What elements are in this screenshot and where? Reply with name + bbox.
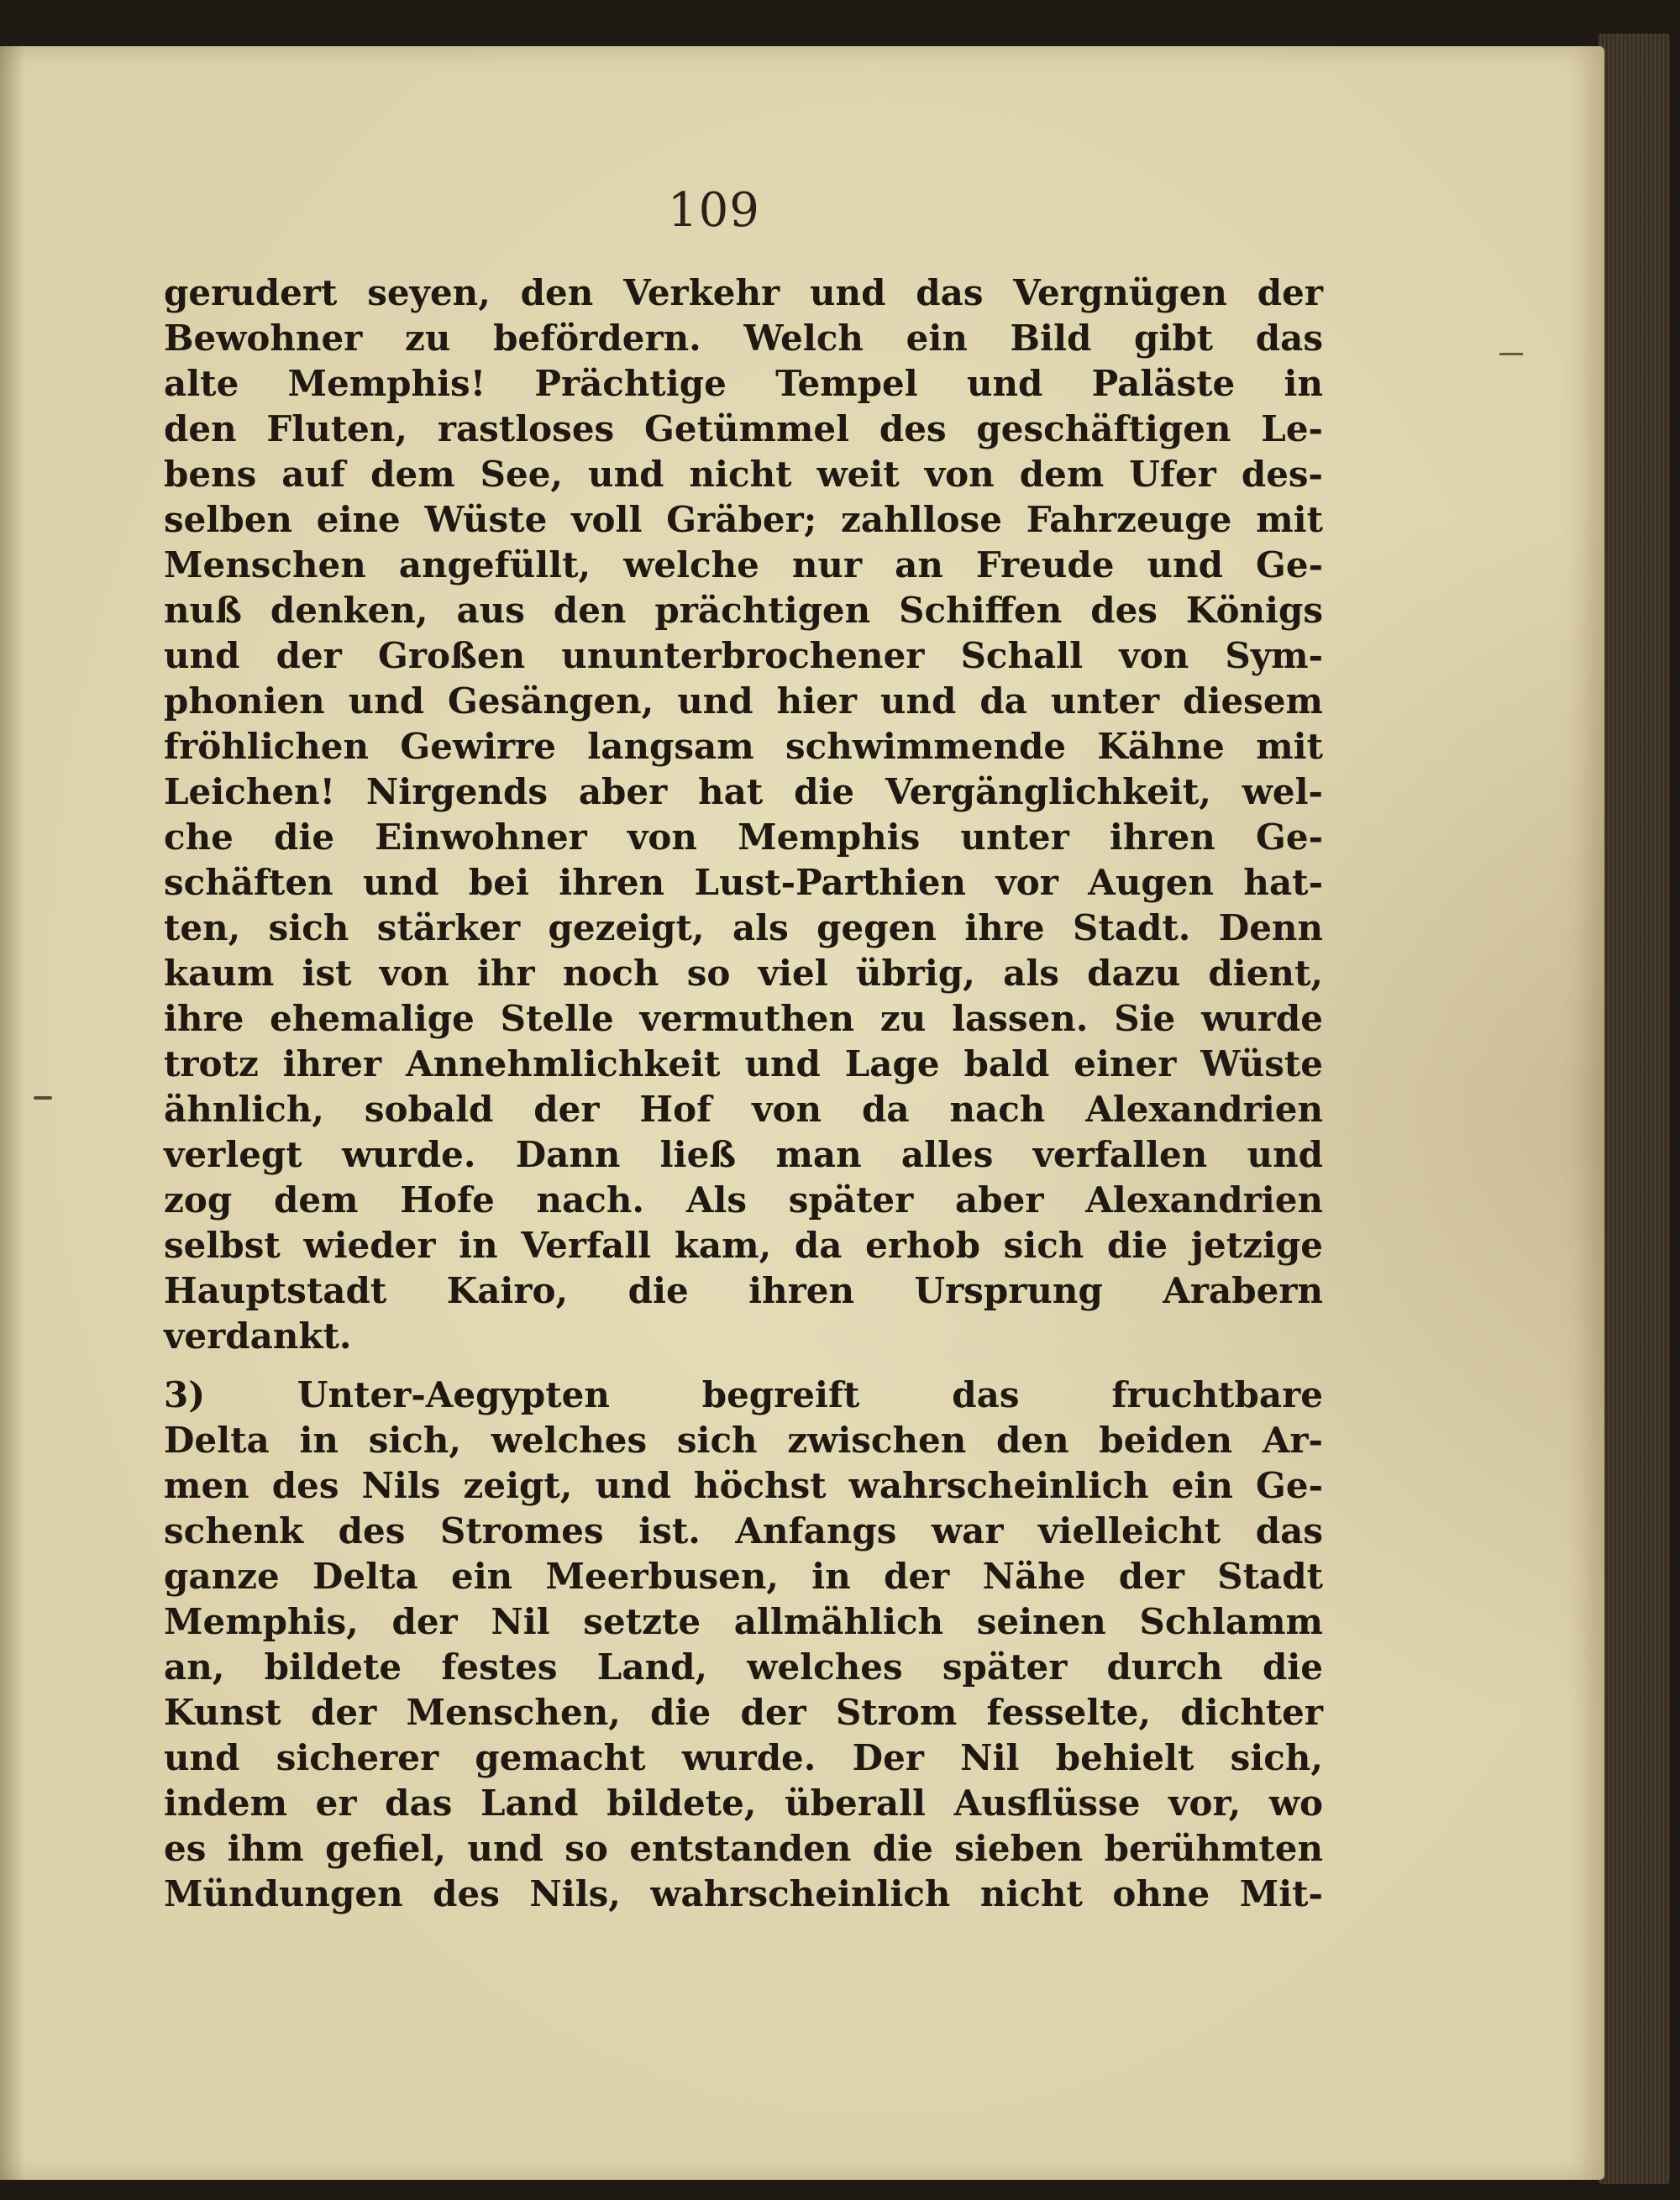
text-line: und sicherer gemacht wurde. Der Nil behielt sich, (164, 1737, 1323, 1778)
text-line: ihre ehemalige Stelle vermuthen zu lassen. Sie wurde (164, 998, 1323, 1039)
text-line: gerudert seyen, den Verkehr und das Vergnügen der (164, 272, 1323, 313)
paragraph (164, 1373, 1323, 1917)
margin-mark (34, 1096, 52, 1100)
text-line: indem er das Land bildete, überall Ausflüsse vor, wo (164, 1783, 1323, 1824)
text-line: ten, sich stärker gezeigt, als gegen ihre Stadt. Denn (164, 907, 1323, 948)
paragraph (164, 270, 1323, 1359)
page-number: 109 (668, 183, 760, 238)
text-line: schäften und bei ihren Lust-Parthien vor Augen hat- (164, 862, 1323, 903)
text-line: trotz ihrer Annehmlichkeit und Lage bald einer Wüste (164, 1043, 1323, 1084)
text-line: phonien und Gesängen, und hier und da unter diesem (164, 680, 1323, 722)
text-line: selben eine Wüste voll Gräber; zahllose Fahrzeuge mit (164, 499, 1323, 540)
text-line: Hauptstadt Kairo, die ihren Ursprung Arabern (164, 1270, 1323, 1311)
binding-shadow (0, 46, 25, 2180)
text-line: ganze Delta ein Meerbusen, in der Nähe der Stadt (164, 1556, 1323, 1597)
text-line: Mündungen des Nils, wahrscheinlich nicht ohne Mit- (164, 1873, 1323, 1914)
text-line: Menschen angefüllt, welche nur an Freude und Ge- (164, 544, 1323, 585)
text-line: kaum ist von ihr noch so viel übrig, als dazu dient, (164, 953, 1323, 994)
text-line: che die Einwohner von Memphis unter ihren Ge- (164, 816, 1323, 858)
text-line: selbst wieder in Verfall kam, da erhob sich die jetzige (164, 1225, 1323, 1266)
text-line: alte Memphis! Prächtige Tempel und Paläste in (164, 363, 1323, 404)
text-line: ähnlich, sobald der Hof von da nach Alexandrien (164, 1089, 1323, 1130)
text-line: und der Großen ununterbrochener Schall von Sym- (164, 635, 1323, 676)
text-line: an, bildete festes Land, welches später durch die (164, 1646, 1323, 1688)
text-line: es ihm gefiel, und so entstanden die sieben berühmten (164, 1828, 1323, 1869)
text-line: Kunst der Menschen, die der Strom fesselte, dichter (164, 1692, 1323, 1733)
text-line: verdankt. (164, 1315, 352, 1357)
book-page-edges (1599, 34, 1670, 2184)
text-line: men des Nils zeigt, und höchst wahrscheinlich ein Ge- (164, 1465, 1323, 1506)
text-line: Leichen! Nirgends aber hat die Vergänglichkeit, wel- (164, 771, 1323, 812)
text-line: schenk des Stromes ist. Anfangs war vielleicht das (164, 1510, 1323, 1552)
text-line: fröhlichen Gewirre langsam schwimmende Kähne mit (164, 726, 1323, 767)
text-line: verlegt wurde. Dann ließ man alles verfallen und (164, 1134, 1323, 1175)
text-line: Memphis, der Nil setzte allmählich seinen Schlamm (164, 1601, 1323, 1642)
text-line: nuß denken, aus den prächtigen Schiffen des Königs (164, 590, 1323, 631)
text-line: zog dem Hofe nach. Als später aber Alexandrien (164, 1179, 1323, 1221)
paragraph-gap (164, 1359, 1323, 1373)
body-text (164, 270, 1323, 1917)
text-line: Bewohner zu befördern. Welch ein Bild gibt das (164, 318, 1323, 359)
text-line: bens auf dem See, und nicht weit von dem Ufer des- (164, 454, 1323, 495)
margin-mark (1499, 353, 1523, 355)
text-line: 3) Unter-Aegypten begreift das fruchtbare (164, 1374, 1323, 1415)
text-line: Delta in sich, welches sich zwischen den beiden Ar- (164, 1420, 1323, 1461)
text-line: den Fluten, rastloses Getümmel des geschäftigen Le- (164, 408, 1323, 449)
